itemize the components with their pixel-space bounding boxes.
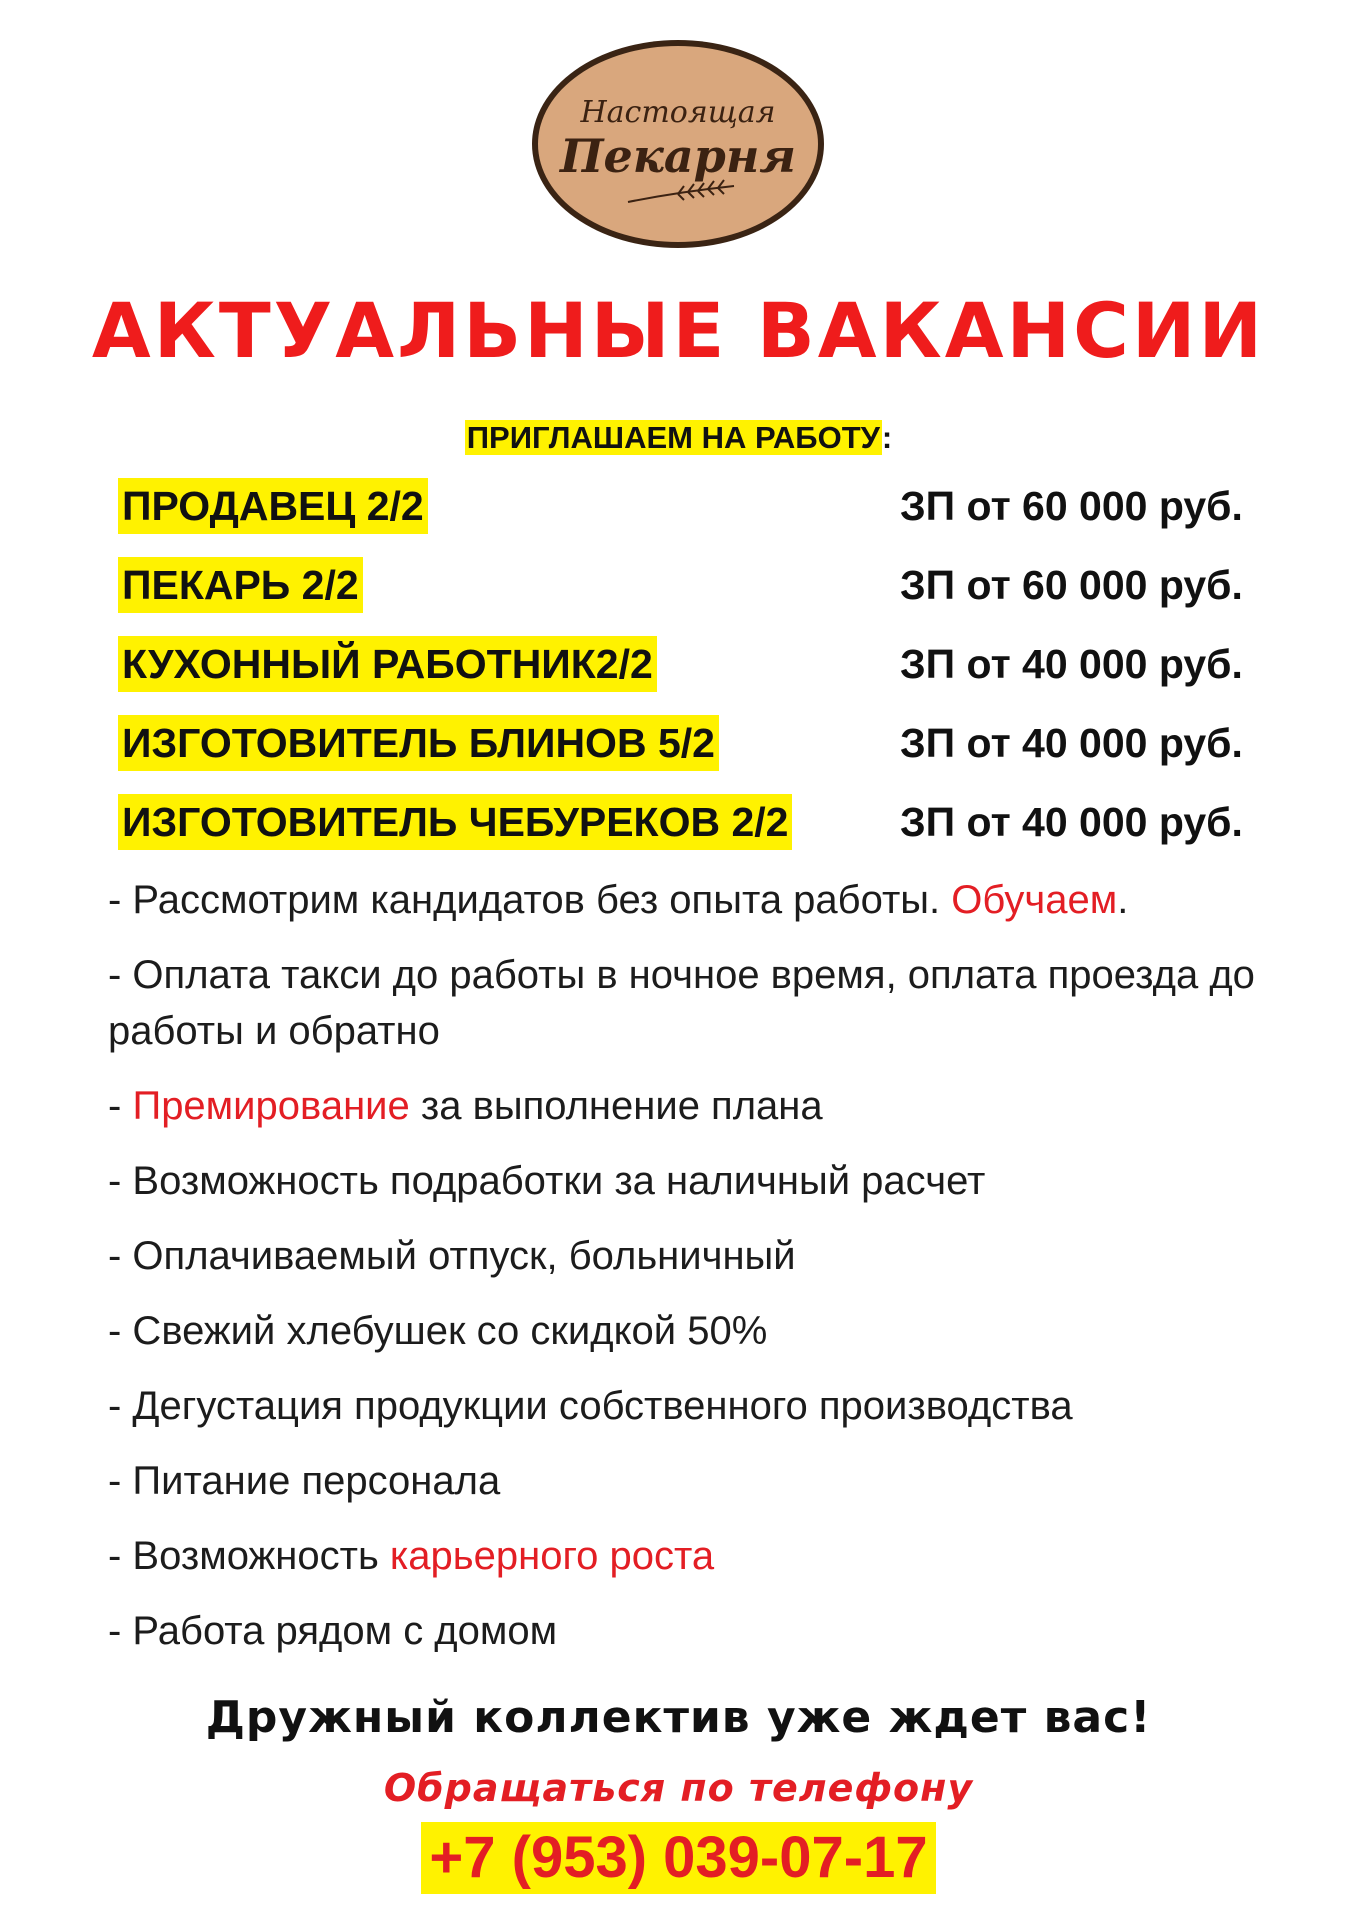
benefit-item xyxy=(108,1228,1308,1284)
benefits-list xyxy=(108,872,1308,1678)
benefit-end: . xyxy=(1117,878,1129,922)
benefit-text: - Дегустация продукции собственного производства xyxy=(108,1384,1073,1428)
vacancy-pay: ЗП от 40 000 руб. xyxy=(900,641,1243,687)
vacancy-row xyxy=(118,794,1298,873)
vacancy-pay: ЗП от 60 000 руб. xyxy=(900,562,1243,608)
invite-text: ПРИГЛАШАЕМ НА РАБОТУ xyxy=(466,420,880,455)
benefit-start: - xyxy=(108,1084,133,1128)
benefit-text: - Питание персонала xyxy=(108,1459,501,1503)
phone-block xyxy=(0,1822,1357,1894)
vacancy-row xyxy=(118,478,1298,557)
contact-label: Обращаться по телефону xyxy=(383,1766,974,1810)
invite-heading xyxy=(0,418,1357,458)
vacancy-title: ИЗГОТОВИТЕЛЬ ЧЕБУРЕКОВ 2/2 xyxy=(118,794,792,850)
vacancy-list xyxy=(118,478,1298,873)
benefit-text: за выполнение плана xyxy=(409,1084,823,1128)
page-title: АКТУАЛЬНЫЕ ВАКАНСИИ xyxy=(91,286,1266,375)
benefit-text: - Оплачиваемый отпуск, больничный xyxy=(108,1234,796,1278)
team-slogan: Дружный коллектив уже ждет вас! xyxy=(205,1692,1152,1743)
benefit-item xyxy=(108,1528,1308,1584)
vacancy-title: ПРОДАВЕЦ 2/2 xyxy=(118,478,428,534)
invite-colon: : xyxy=(881,420,893,455)
benefit-text: - Возможность xyxy=(108,1534,390,1578)
vacancy-row xyxy=(118,557,1298,636)
vacancy-pay: ЗП от 40 000 руб. xyxy=(900,720,1243,766)
benefit-text: - Свежий хлебушек со скидкой 50% xyxy=(108,1309,768,1353)
vacancy-pay: ЗП от 60 000 руб. xyxy=(900,483,1243,529)
benefit-item xyxy=(108,1303,1308,1359)
logo-line2: Пекарня xyxy=(560,129,796,183)
bakery-logo xyxy=(528,36,828,252)
vacancy-row xyxy=(118,715,1298,794)
benefit-highlight: Премирование xyxy=(132,1084,410,1128)
logo-line1: Настоящая xyxy=(580,95,776,130)
phone-number: +7 (953) 039-07-17 xyxy=(421,1822,935,1894)
vacancy-title: КУХОННЫЙ РАБОТНИК2/2 xyxy=(118,636,657,692)
benefit-text: - Оплата такси до работы в ночное время, оплата проезда до работы и обратно xyxy=(108,953,1255,1053)
benefit-item xyxy=(108,947,1308,1059)
benefit-item xyxy=(108,1453,1308,1509)
benefit-text: - Возможность подработки за наличный расчет xyxy=(108,1159,986,1203)
benefit-item xyxy=(108,1078,1308,1134)
benefit-highlight: карьерного роста xyxy=(389,1534,715,1578)
benefit-text: - Работа рядом с домом xyxy=(108,1609,558,1653)
vacancy-row xyxy=(118,636,1298,715)
benefit-item xyxy=(108,1153,1308,1209)
vacancy-title: ИЗГОТОВИТЕЛЬ БЛИНОВ 5/2 xyxy=(118,715,719,771)
benefit-item xyxy=(108,1378,1308,1434)
vacancy-title: ПЕКАРЬ 2/2 xyxy=(118,557,363,613)
vacancy-pay: ЗП от 40 000 руб. xyxy=(900,799,1243,845)
benefit-item xyxy=(108,1603,1308,1659)
logo-badge xyxy=(528,36,828,252)
benefit-text: - Рассмотрим кандидатов без опыта работы. xyxy=(108,878,952,922)
benefit-item xyxy=(108,872,1308,928)
benefit-highlight: Обучаем xyxy=(951,878,1118,922)
